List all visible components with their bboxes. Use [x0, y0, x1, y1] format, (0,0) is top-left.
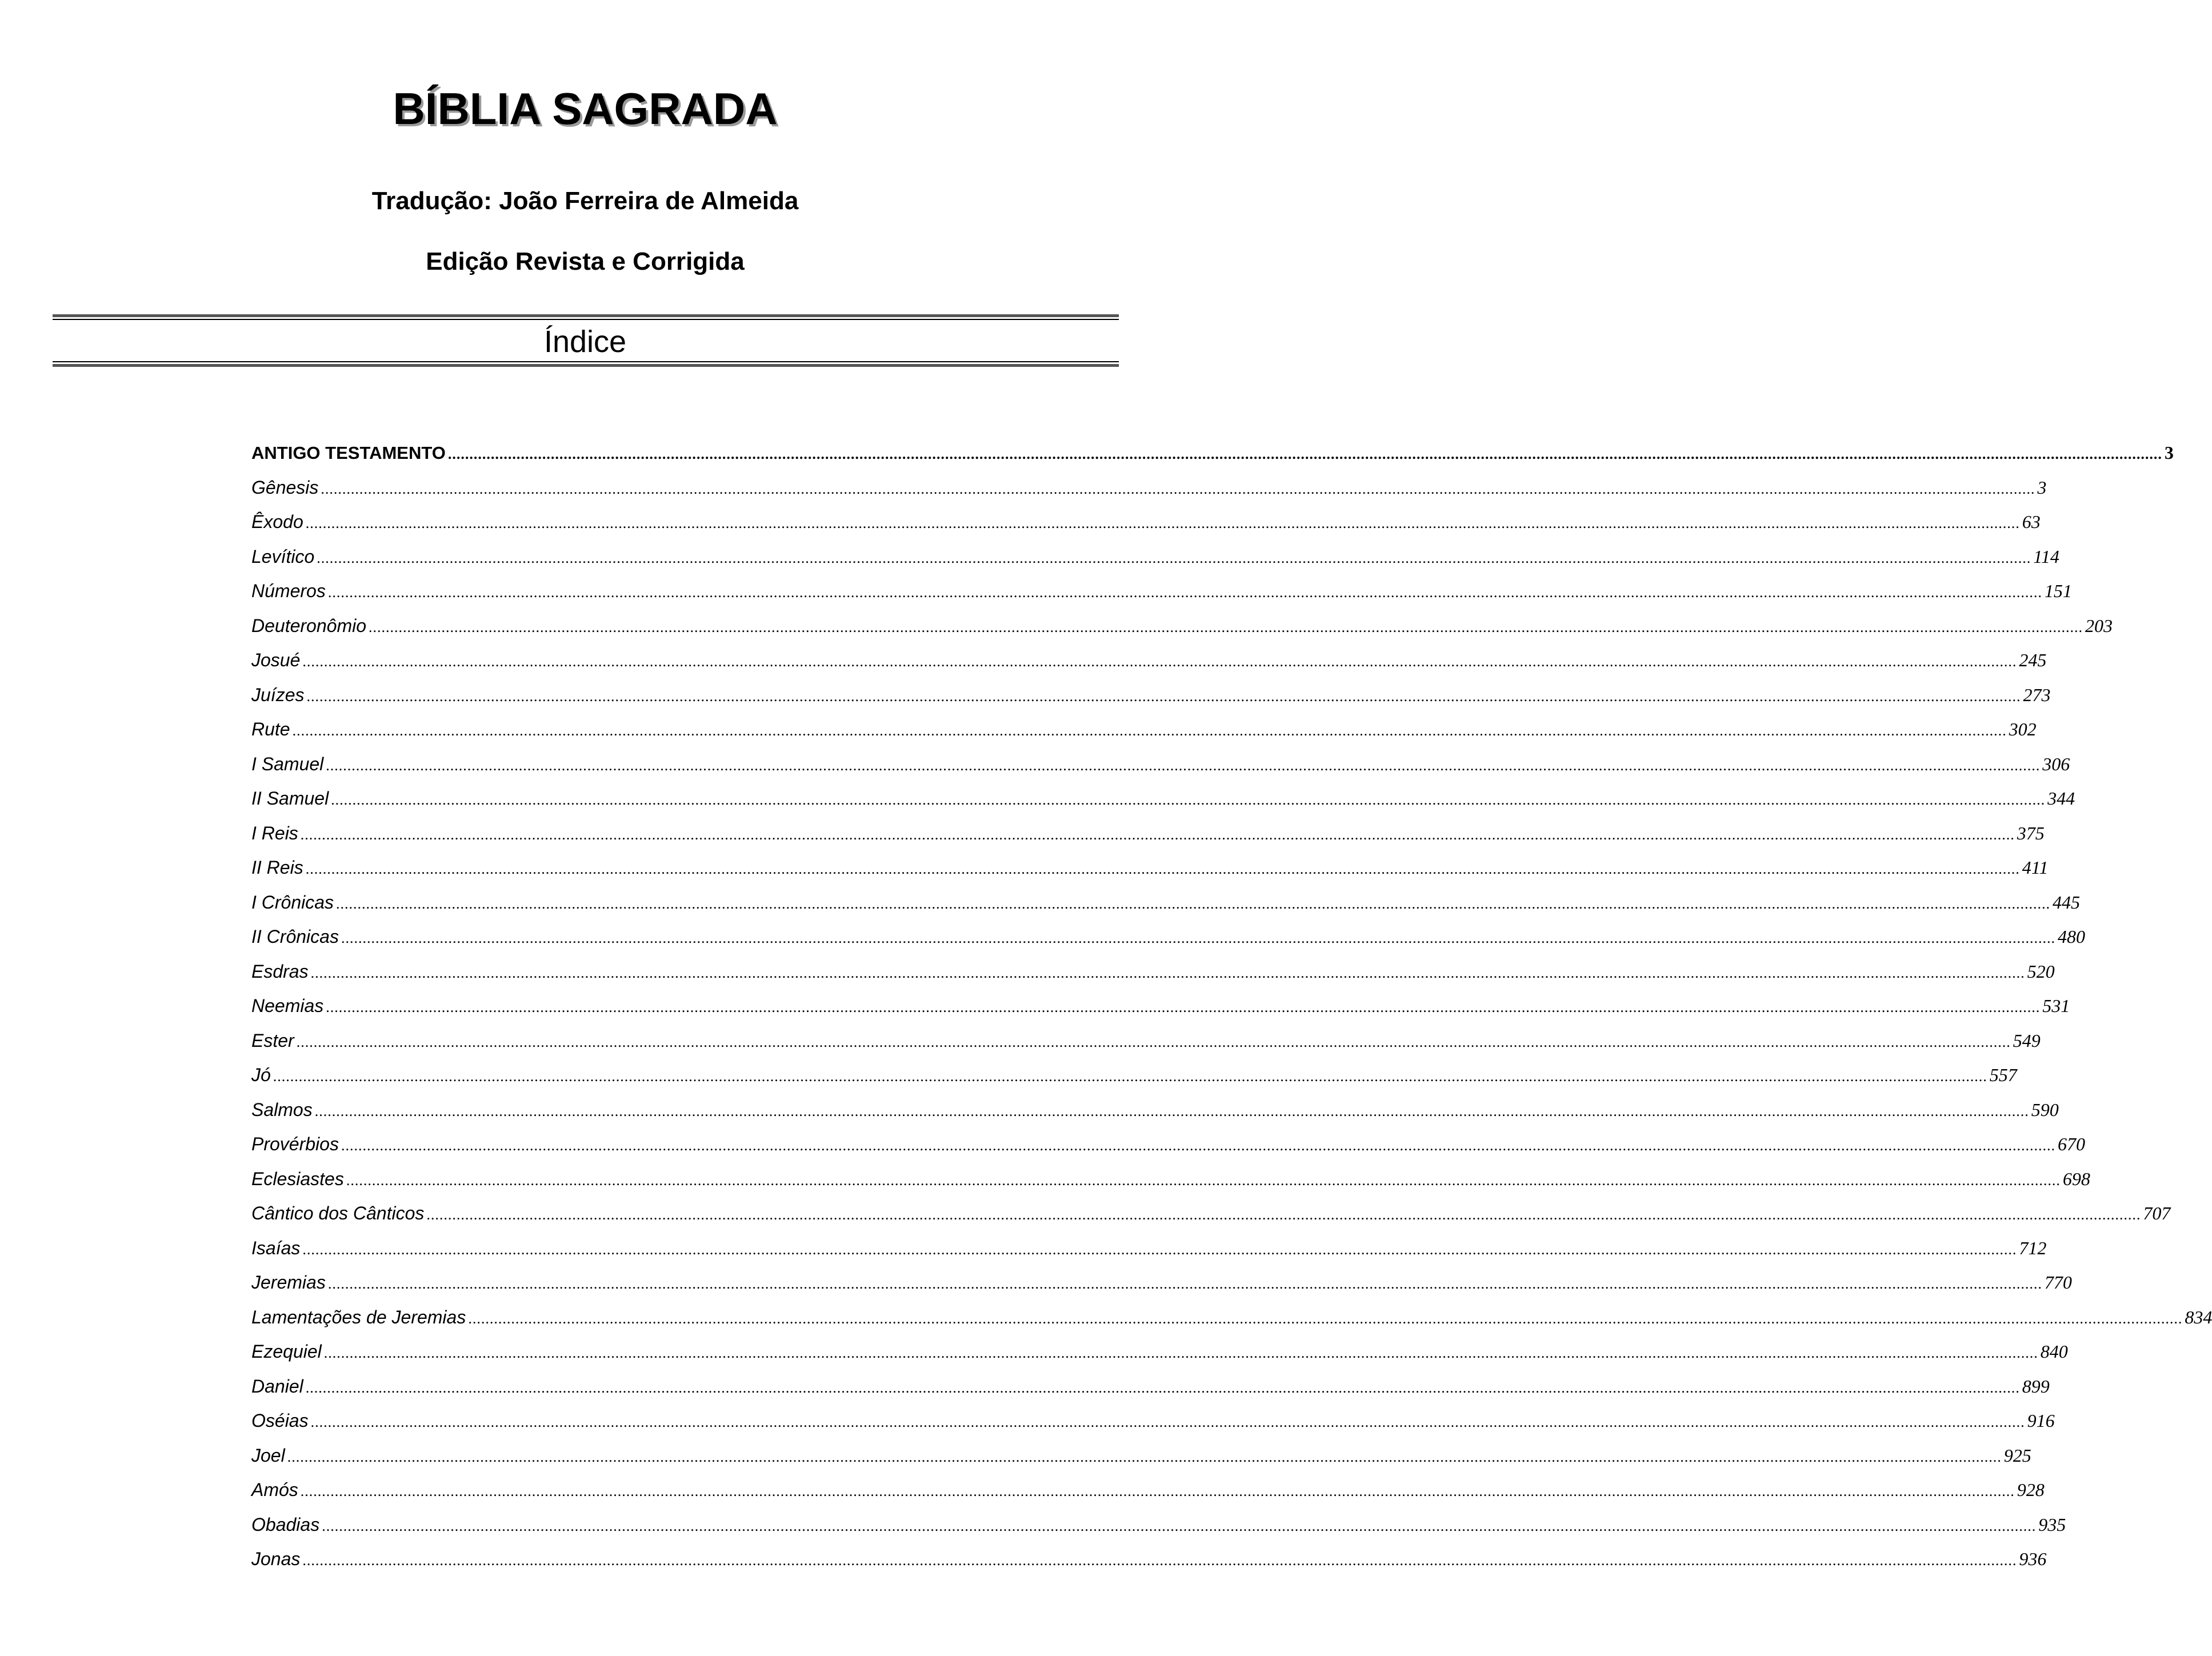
toc-entry[interactable] [251, 1196, 2171, 1231]
toc-entry-label: Josué [251, 650, 301, 670]
toc-leader-dots: ................................................................................................................................................................................................................................................................................................................................................................................................................ [447, 446, 2162, 462]
toc-entry-label: Rute [251, 719, 290, 739]
toc-entry-page: 273 [2023, 684, 2051, 705]
toc-entry[interactable] [251, 609, 2113, 643]
toc-leader-dots: ................................................................................................................................................................................................................................................................................................................................................................................................................ [306, 687, 2021, 705]
toc-entry-label: Jonas [251, 1549, 301, 1569]
toc-section-label: ANTIGO TESTAMENTO [251, 443, 446, 463]
toc-entry-page: 375 [2017, 822, 2045, 843]
toc-entry-label: I Reis [251, 822, 298, 843]
toc-entry-label: II Samuel [251, 788, 329, 809]
toc-entry-page: 245 [2019, 650, 2047, 670]
toc-entry-page: 698 [2062, 1168, 2090, 1189]
toc-entry-page: 916 [2027, 1410, 2055, 1431]
toc-leader-dots: ................................................................................................................................................................................................................................................................................................................................................................................................................ [302, 1241, 2017, 1258]
toc-entry-label: Ester [251, 1030, 294, 1051]
toc-section-old-testament[interactable] [251, 435, 2174, 470]
toc-entry-page: 344 [2047, 788, 2075, 809]
toc-entry-page: 557 [1989, 1065, 2017, 1085]
toc-leader-dots: ................................................................................................................................................................................................................................................................................................................................................................................................................ [341, 1137, 2055, 1154]
toc-leader-dots: ................................................................................................................................................................................................................................................................................................................................................................................................................ [300, 826, 2015, 843]
toc-entry-page: 520 [2027, 961, 2055, 982]
toc-entry-label: Daniel [251, 1375, 303, 1397]
toc-leader-dots: ................................................................................................................................................................................................................................................................................................................................................................................................................ [310, 1414, 2025, 1430]
toc-entry-label: Lamentações de Jeremias [251, 1306, 466, 1327]
toc-entry-page: 480 [2057, 926, 2085, 947]
toc-leader-dots: ................................................................................................................................................................................................................................................................................................................................................................................................................ [322, 1517, 2037, 1534]
toc-entry-label: Provérbios [251, 1134, 339, 1154]
toc-entry-label: Neemias [251, 995, 324, 1016]
toc-entry-label: Cântico dos Cânticos [251, 1203, 425, 1223]
toc-entry-label: Joel [251, 1445, 285, 1466]
toc-entry[interactable] [251, 747, 2070, 782]
toc-entry-page: 770 [2044, 1272, 2072, 1293]
toc-entry[interactable] [251, 1093, 2059, 1127]
toc-entry-page: 925 [2003, 1445, 2031, 1466]
toc-leader-dots: ................................................................................................................................................................................................................................................................................................................................................................................................................ [305, 515, 2020, 531]
toc-entry-page: 302 [2009, 719, 2037, 739]
toc-entry[interactable] [251, 885, 2081, 920]
index-heading: Índice [543, 325, 627, 359]
toc-leader-dots: ................................................................................................................................................................................................................................................................................................................................................................................................................ [296, 1033, 2011, 1050]
toc-leader-dots: ................................................................................................................................................................................................................................................................................................................................................................................................................ [314, 1102, 2029, 1119]
toc-leader-dots: ................................................................................................................................................................................................................................................................................................................................................................................................................ [331, 791, 2046, 808]
toc-leader-dots: ................................................................................................................................................................................................................................................................................................................................................................................................................ [273, 1068, 1987, 1085]
toc-entry-page: 928 [2017, 1479, 2045, 1500]
toc-entry[interactable] [251, 1507, 2066, 1542]
toc-leader-dots: ................................................................................................................................................................................................................................................................................................................................................................................................................ [426, 1206, 2141, 1223]
toc-entry[interactable] [251, 816, 2045, 851]
toc-entry-label: I Crônicas [251, 891, 334, 913]
toc-leader-dots: ................................................................................................................................................................................................................................................................................................................................................................................................................ [310, 964, 2025, 981]
toc-entry-page: 3 [2037, 477, 2047, 498]
toc-entry-page: 712 [2019, 1237, 2047, 1258]
toc-entry-label: Jó [251, 1065, 271, 1085]
toc-entry-label: Números [251, 581, 326, 601]
table-of-contents [251, 435, 2212, 1577]
toc-entry[interactable] [251, 539, 2059, 574]
toc-leader-dots: ................................................................................................................................................................................................................................................................................................................................................................................................................ [305, 1379, 2020, 1396]
toc-entry[interactable] [251, 1023, 2041, 1058]
toc-entry-page: 840 [2040, 1341, 2068, 1362]
toc-entry-label: Obadias [251, 1514, 320, 1535]
toc-entry-label: Isaías [251, 1237, 301, 1258]
toc-entry[interactable] [251, 1438, 2031, 1473]
toc-leader-dots: ................................................................................................................................................................................................................................................................................................................................................................................................................ [336, 895, 2051, 912]
toc-entry-page: 114 [2033, 546, 2059, 567]
toc-entry-label: Amós [251, 1479, 298, 1500]
toc-entry-label: Oséias [251, 1410, 309, 1431]
toc-entry[interactable] [251, 781, 2075, 816]
toc-entry-page: 151 [2044, 581, 2072, 601]
toc-entry-page: 531 [2042, 995, 2070, 1016]
toc-entry[interactable] [251, 919, 2085, 954]
toc-entry-label: Salmos [251, 1099, 313, 1120]
toc-entry[interactable] [251, 712, 2037, 747]
toc-entry-page: 899 [2022, 1375, 2050, 1397]
toc-entry[interactable] [251, 850, 2049, 885]
heading-rule-top-thick [53, 314, 1119, 317]
toc-leader-dots: ................................................................................................................................................................................................................................................................................................................................................................................................................ [346, 1171, 2061, 1189]
toc-entry[interactable] [251, 1473, 2045, 1507]
toc-entry-page: 306 [2042, 753, 2070, 774]
toc-leader-dots: ................................................................................................................................................................................................................................................................................................................................................................................................................ [326, 757, 2041, 774]
toc-entry-label: Deuteronômio [251, 615, 366, 636]
toc-entry[interactable] [251, 1542, 2047, 1577]
toc-entry-label: Eclesiastes [251, 1168, 344, 1189]
toc-leader-dots: ................................................................................................................................................................................................................................................................................................................................................................................................................ [300, 1483, 2015, 1499]
toc-entry[interactable] [251, 989, 2070, 1023]
toc-entry[interactable] [251, 1058, 2017, 1093]
toc-entry[interactable] [251, 678, 2051, 713]
toc-leader-dots: ................................................................................................................................................................................................................................................................................................................................................................................................................ [341, 930, 2055, 946]
toc-leader-dots: ................................................................................................................................................................................................................................................................................................................................................................................................................ [292, 722, 2007, 739]
toc-section-page: 3 [2164, 442, 2174, 463]
toc-entry[interactable] [251, 1127, 2085, 1162]
toc-entry[interactable] [251, 1403, 2055, 1438]
document-title: BÍBLIA SAGRADA [393, 83, 778, 134]
heading-rule-top-thin [53, 319, 1119, 320]
toc-entry-page: 936 [2019, 1549, 2047, 1569]
toc-entry[interactable] [251, 1265, 2072, 1300]
toc-entry[interactable] [251, 1369, 2050, 1404]
toc-leader-dots: ................................................................................................................................................................................................................................................................................................................................................................................................................ [302, 1552, 2017, 1569]
toc-leader-dots: ................................................................................................................................................................................................................................................................................................................................................................................................................ [369, 618, 2083, 635]
toc-entry-page: 670 [2057, 1134, 2085, 1154]
toc-entry-page: 549 [2013, 1030, 2041, 1051]
toc-entry-page: 203 [2085, 615, 2113, 636]
toc-leader-dots: ................................................................................................................................................................................................................................................................................................................................................................................................................ [327, 1275, 2042, 1292]
toc-entry[interactable] [251, 1231, 2047, 1266]
edition-note: Edição Revista e Corrigida [426, 247, 745, 275]
toc-entry-label: Ezequiel [251, 1341, 322, 1362]
toc-entry-label: Juízes [251, 684, 305, 705]
toc-entry-label: Êxodo [251, 511, 303, 532]
toc-entry-page: 63 [2022, 511, 2041, 532]
toc-entry-label: I Samuel [251, 753, 324, 774]
toc-entry[interactable] [251, 1300, 2212, 1335]
toc-leader-dots: ................................................................................................................................................................................................................................................................................................................................................................................................................ [327, 584, 2042, 601]
toc-entry[interactable] [251, 643, 2047, 678]
toc-leader-dots: ................................................................................................................................................................................................................................................................................................................................................................................................................ [321, 480, 2035, 497]
toc-leader-dots: ................................................................................................................................................................................................................................................................................................................................................................................................................ [317, 549, 2031, 566]
heading-rule-bottom-thick [53, 364, 1119, 367]
toc-entry-label: II Crônicas [251, 926, 339, 947]
heading-rule-bottom-thin [53, 361, 1119, 362]
toc-entry-label: Jeremias [251, 1272, 326, 1293]
toc-entry-page: 411 [2022, 857, 2049, 878]
toc-entry-page: 707 [2143, 1203, 2171, 1223]
toc-leader-dots: ................................................................................................................................................................................................................................................................................................................................................................................................................ [305, 861, 2020, 877]
toc-leader-dots: ................................................................................................................................................................................................................................................................................................................................................................................................................ [468, 1310, 2183, 1327]
toc-entry-page: 590 [2031, 1099, 2059, 1120]
toc-leader-dots: ................................................................................................................................................................................................................................................................................................................................................................................................................ [326, 999, 2041, 1015]
toc-entry-page: 834 [2185, 1306, 2212, 1327]
toc-entry-label: II Reis [251, 857, 303, 878]
toc-entry[interactable] [251, 1162, 2090, 1197]
toc-entry-page: 935 [2038, 1514, 2066, 1535]
toc-entry[interactable] [251, 1334, 2068, 1369]
toc-entry-label: Esdras [251, 961, 309, 982]
toc-leader-dots: ................................................................................................................................................................................................................................................................................................................................................................................................................ [302, 653, 2017, 670]
toc-entry-label: Gênesis [251, 477, 319, 498]
toc-entry[interactable] [251, 574, 2072, 609]
toc-entry[interactable] [251, 470, 2047, 505]
toc-entry-label: Levítico [251, 546, 315, 567]
toc-entry[interactable] [251, 505, 2041, 539]
toc-entry[interactable] [251, 954, 2055, 989]
translation-credit: Tradução: João Ferreira de Almeida [371, 187, 799, 215]
toc-entry-page: 445 [2053, 891, 2081, 913]
toc-leader-dots: ................................................................................................................................................................................................................................................................................................................................................................................................................ [323, 1345, 2038, 1361]
toc-leader-dots: ................................................................................................................................................................................................................................................................................................................................................................................................................ [287, 1448, 2002, 1465]
